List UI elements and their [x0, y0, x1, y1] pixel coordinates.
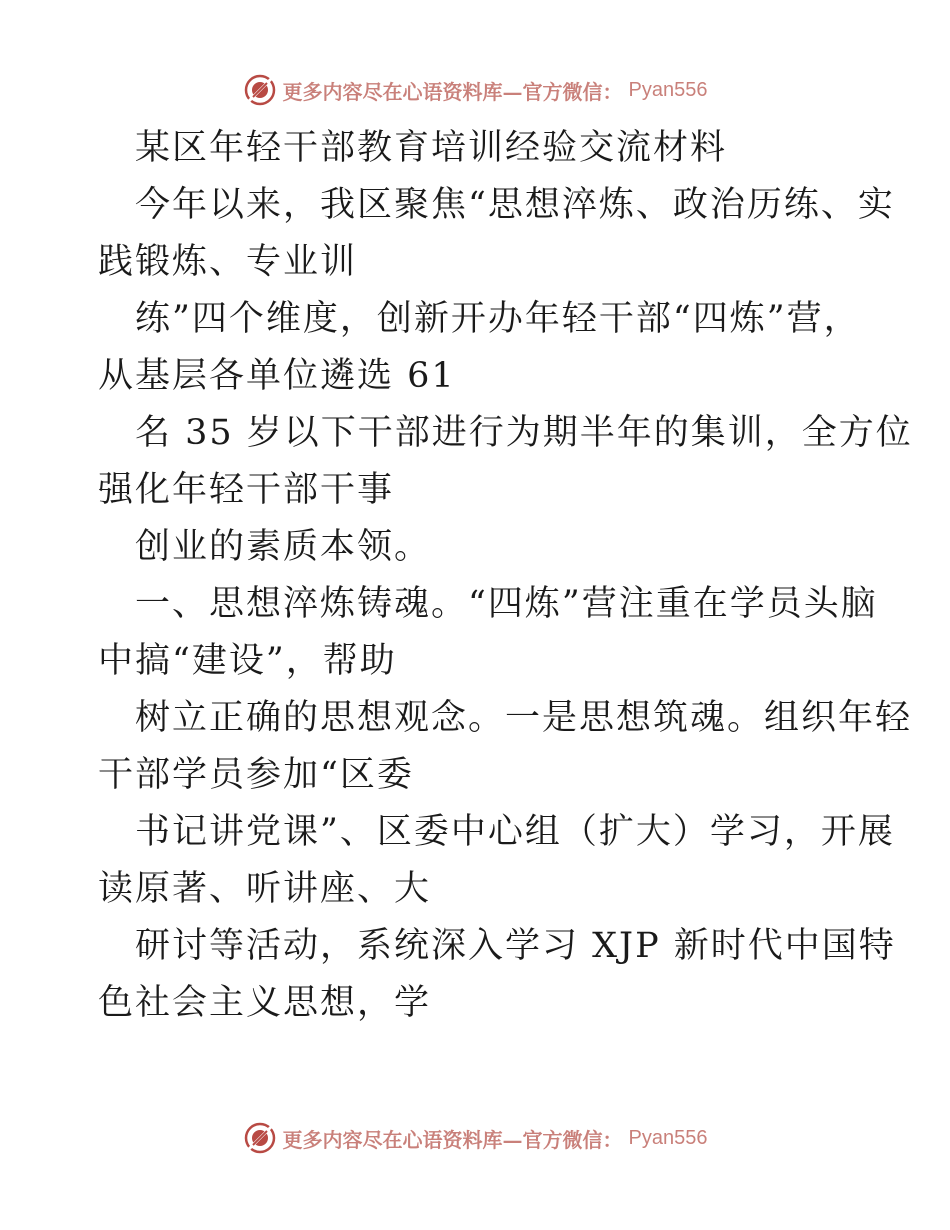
paragraph-line: 从基层各单位遴选 61 [98, 356, 456, 396]
watermark-wechat-id: Pyan556 [628, 78, 708, 101]
paragraph-line: 一、思想淬炼铸魂。“四炼”营注重在学员头脑 [135, 584, 878, 624]
paragraph-line: 践锻炼、专业训 [98, 242, 358, 282]
watermark-text: 更多内容尽在心语资料库—官方微信： [282, 79, 623, 104]
paragraph-line: 书记讲党课”、区委中心组（扩大）学习，开展 [135, 812, 895, 852]
watermark-wechat-id: Pyan556 [628, 1126, 708, 1149]
watermark-text: 更多内容尽在心语资料库—官方微信： [282, 1127, 623, 1152]
document-title: 某区年轻干部教育培训经验交流材料 [135, 128, 728, 168]
footer-watermark [0, 1118, 950, 1158]
paragraph-line: 练”四个维度，创新开办年轻干部“四炼”营， [135, 299, 861, 339]
document-body [98, 124, 913, 1036]
paragraph-line: 名 35 岁以下干部进行为期半年的集训，全方位 [135, 413, 913, 453]
paragraph-line: 读原著、听讲座、大 [98, 869, 432, 909]
paragraph-line: 干部学员参加“区委 [98, 755, 414, 795]
paragraph-line: 树立正确的思想观念。一是思想筑魂。组织年轻 [135, 698, 913, 738]
paragraph-line: 研讨等活动，系统深入学习 XJP 新时代中国特 [135, 926, 896, 966]
paragraph-line: 强化年轻干部干事 [98, 470, 395, 510]
seal-logo-icon [243, 1121, 277, 1155]
paragraph-line: 创业的素质本领。 [135, 527, 432, 567]
paragraph-line: 中搞“建设”，帮助 [98, 641, 397, 681]
seal-logo-icon [243, 73, 277, 107]
paragraph-line: 今年以来，我区聚焦“思想淬炼、政治历练、实 [135, 185, 895, 225]
paragraph-line: 色社会主义思想，学 [98, 983, 432, 1023]
header-watermark [0, 70, 950, 110]
